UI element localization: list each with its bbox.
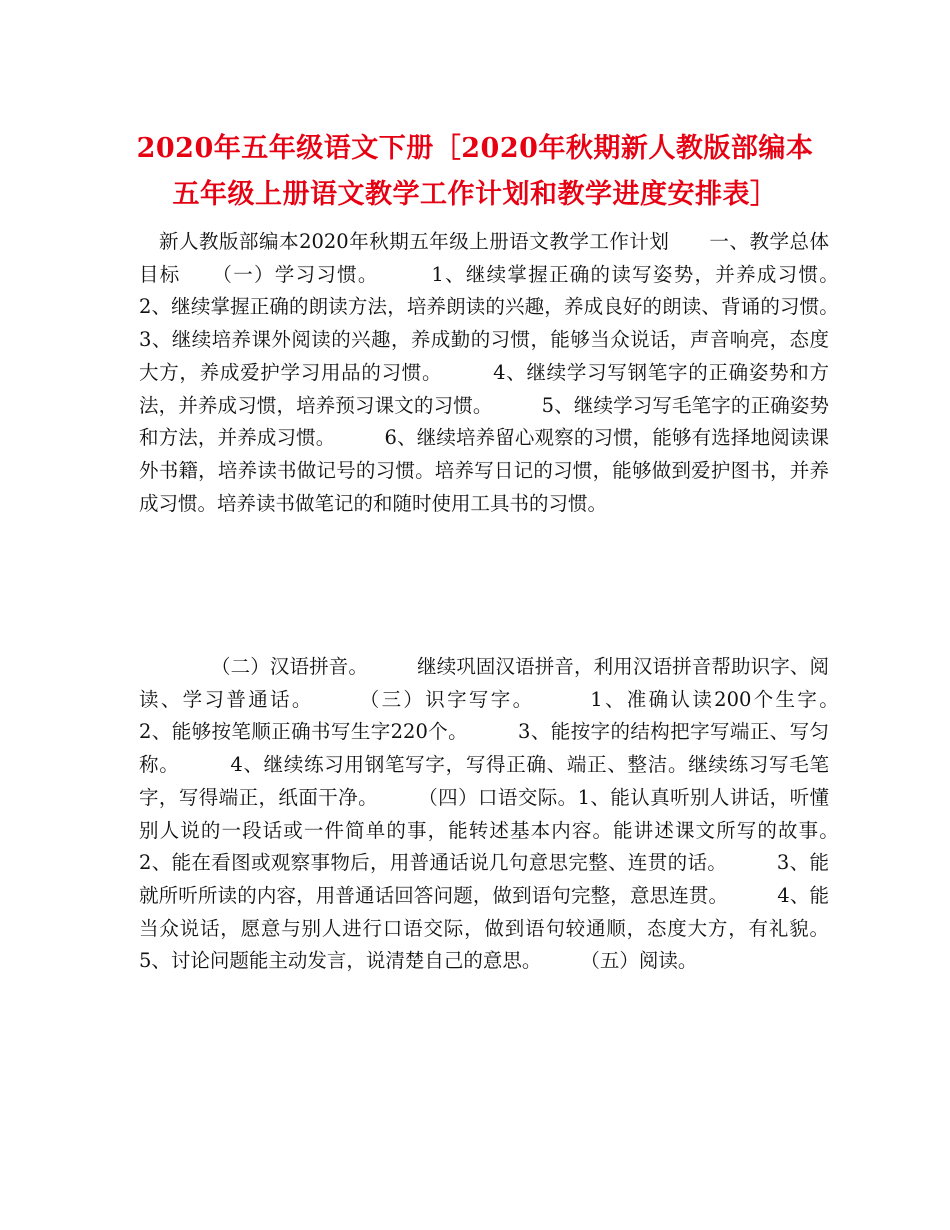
body-paragraph-1: 新人教版部编本2020年秋期五年级上册语文教学工作计划 一、教学总体目标 （一）学习习惯。 1、继续掌握正确的读写姿势，并养成习惯。 2、继续掌握正确的朗读方法，培养朗读的兴趣，养成良好的朗读、背诵的习惯。 3、继续培养课外阅读的兴趣，养成勤的习惯，能够当众说话，声音响亮，态度大方，养成爱护学习用品的习惯。 4、继续学习写钢笔字的正确姿势和方法，并养成习惯，培养预习课文的习惯。 5、继续学习写毛笔字的正确姿势和方法，并养成习惯。 6、继续培养留心观察的习惯，能够有选择地阅读课外书籍，培养读书做记号的习惯。培养写日记的习惯，能够做到爱护图书，并养成习惯。培养读书做笔记的和随时使用工具书的习惯。 [139, 230, 888, 515]
title-line-1: 2020年五年级语文下册［2020年秋期新人教版部编本 [136, 133, 814, 164]
title-line-2: 五年级上册语文教学工作计划和教学进度安排表］ [172, 179, 778, 210]
document-title [100, 126, 850, 218]
body-paragraph-2: （二）汉语拼音。 继续巩固汉语拼音，利用汉语拼音帮助识字、阅读、学习普通话。 （三）识字写字。 1、准确认读200个生字。 2、能够按笔顺正确书写生字220个。 3、能按字的结构把字写端正、写匀称。 4、继续练习用钢笔写字，写得正确、端正、整洁。继续练习写毛笔字，写得端正，纸面干净。 （四）口语交际。1、能认真听别人讲话，听懂别人说的一段话或一件简单的事，能转述基本内容。能讲述课文所写的故事。 2、能在看图或观察事物后，用普通话说几句意思完整、连贯的话。 3、能就所听所读的内容，用普通话回答问题，做到语句完整，意思连贯。 4、能当众说话，愿意与别人进行口语交际，做到语句较通顺，态度大方，有礼貌。5、讨论问题能主动发言，说清楚自己的意思。 （五）阅读。 [139, 655, 888, 973]
